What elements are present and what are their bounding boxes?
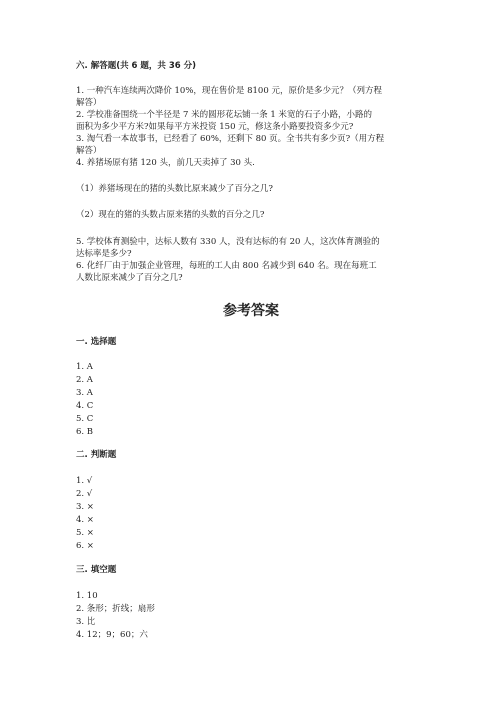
answer-item: 2. 条形；折线；扇形 xyxy=(76,604,155,614)
question-line: 3. 淘气看一本故事书，已经看了 60%，还剩下 80 页。全书共有多少页?（用方程 xyxy=(76,134,385,144)
answer-item: 2. √ xyxy=(76,489,93,499)
answer-item: 3. A xyxy=(76,388,93,398)
answer-item: 4. 12；9；60；六 xyxy=(76,630,148,640)
answers-section-title: 三. 填空题 xyxy=(76,565,117,575)
question-line: 6. 化纤厂由于加强企业管理，每班的工人由 800 名减少到 640 名。现在每班工 xyxy=(76,261,377,271)
question-line: 5. 学校体育测验中，达标人数有 330 人，没有达标的有 20 人，这次体育测验的 xyxy=(76,237,380,247)
question-line: 解答） xyxy=(76,98,102,108)
sub-question-2: （2）现在的猪的头数占原来猪的头数的百分之几? xyxy=(76,210,265,220)
answer-item: 6. × xyxy=(76,541,94,551)
question-line: 解答） xyxy=(76,146,102,156)
answer-item: 6. B xyxy=(76,427,94,437)
answers-heading: 参考答案 xyxy=(223,303,279,319)
answer-item: 1. A xyxy=(76,362,93,372)
answers-section-title: 一. 选择题 xyxy=(76,337,117,347)
answer-item: 3. × xyxy=(76,502,94,512)
question-line: 1. 一种汽车连续两次降价 10%，现在售价是 8100 元，原价是多少元？（列方程 xyxy=(76,86,382,96)
sub-question-1: （1）养猪场现在的猪的头数比原来减少了百分之几? xyxy=(76,184,273,194)
section-title-part6: 六. 解答题(共 6 题，共 36 分) xyxy=(76,61,197,71)
answers-section-title: 二. 判断题 xyxy=(76,450,117,460)
answer-item: 1. √ xyxy=(76,476,93,486)
answer-item: 1. 10 xyxy=(76,591,98,601)
answer-item: 2. A xyxy=(76,375,93,385)
answer-item: 3. 比 xyxy=(76,617,96,627)
question-line: 4. 养猪场原有猪 120 头，前几天卖掉了 30 头. xyxy=(76,158,255,168)
question-line: 达标率是多少? xyxy=(76,249,132,259)
answer-item: 4. × xyxy=(76,515,94,525)
question-line: 人数比原来减少了百分之几? xyxy=(76,273,183,283)
question-line: 2. 学校准备围绕一个半径是 7 米的圆形花坛铺一条 1 米宽的石子小路，小路的 xyxy=(76,110,372,120)
answer-item: 5. × xyxy=(76,528,94,538)
question-line: 面积为多少平方米?如果每平方米投资 150 元，修这条小路要投资多少元? xyxy=(76,122,354,132)
answer-item: 4. C xyxy=(76,401,94,411)
answer-item: 5. C xyxy=(76,414,94,424)
